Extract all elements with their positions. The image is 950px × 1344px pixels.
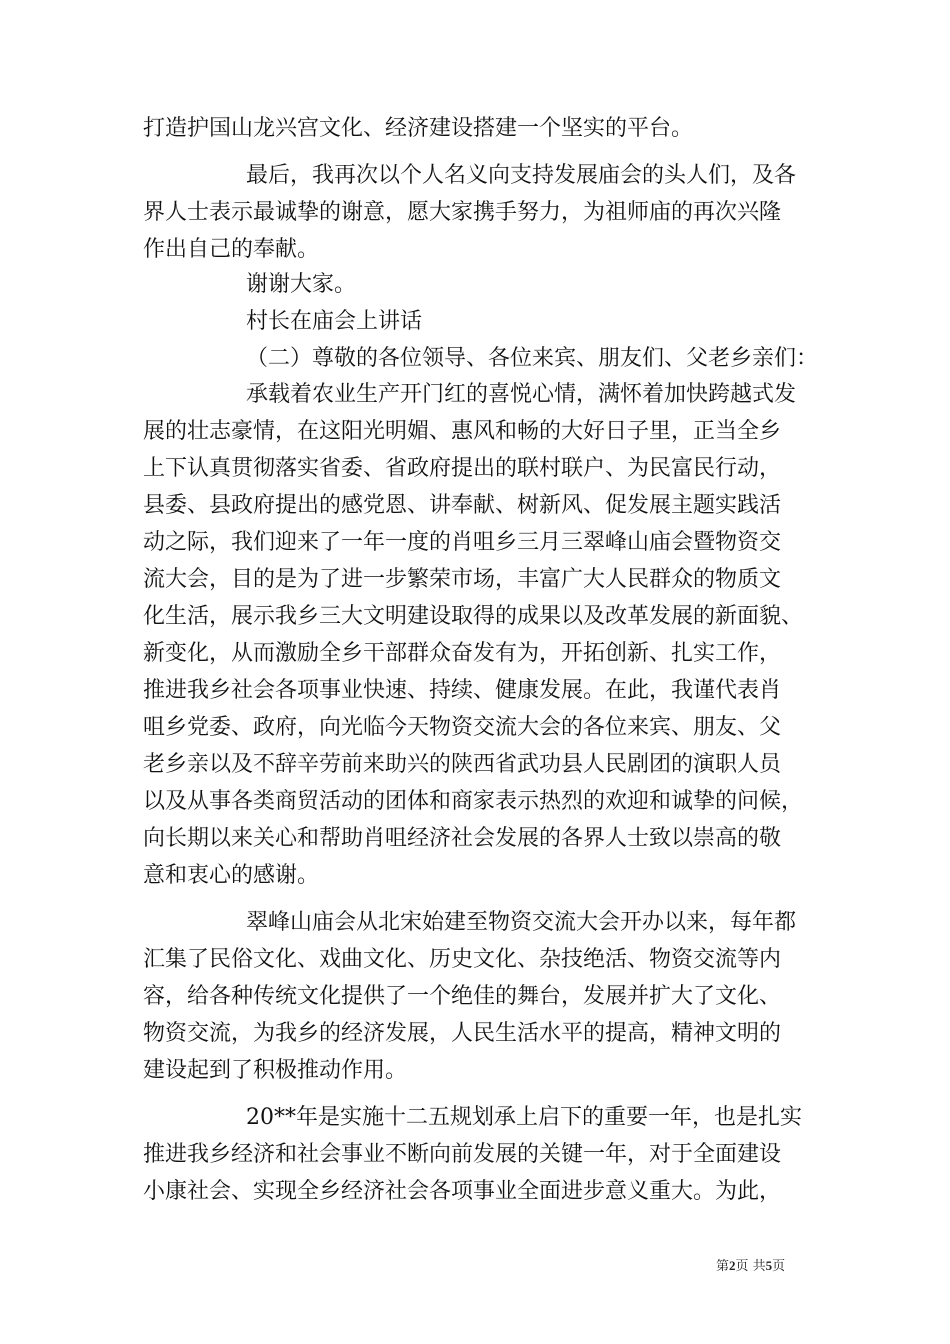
text-line: 化生活，展示我乡三大文明建设取得的成果以及改革发展的新面貌、 <box>143 604 804 629</box>
page-number-footer <box>716 1257 785 1276</box>
text-line: 老乡亲以及不辞辛劳前来助兴的陕西省武功县人民剧团的演职人员 <box>143 752 782 777</box>
total-pages-number: 5 <box>765 1258 773 1273</box>
text-line: 推进我乡经济和社会事业不断向前发展的关键一年，对于全面建设 <box>143 1142 782 1167</box>
text-line: 打造护国山龙兴宫文化、经济建设搭建一个坚实的平台。 <box>143 116 694 141</box>
text-line: 咀乡党委、政府，向光临今天物资交流大会的各位来宾、朋友、父 <box>143 715 782 740</box>
salutation-line: （二）尊敬的各位领导、各位来宾、朋友们、父老乡亲们： <box>246 346 819 371</box>
text-line: 小康社会、实现全乡经济社会各项事业全面进步意义重大。为此， <box>143 1179 782 1204</box>
text-line: 容，给各种传统文化提供了一个绝佳的舞台，发展并扩大了文化、 <box>143 984 782 1009</box>
text-line: 新变化，从而激励全乡干部群众奋发有为，开拓创新、扎实工作， <box>143 641 782 666</box>
text-line: 动之际，我们迎来了一年一度的肖咀乡三月三翠峰山庙会暨物资交 <box>143 530 782 555</box>
text-line: 上下认真贯彻落实省委、省政府提出的联村联户、为民富民行动， <box>143 456 782 481</box>
paragraph-first-line: 最后，我再次以个人名义向支持发展庙会的头人们，及各 <box>246 163 797 188</box>
paragraph-first-line: 20**年是实施十二五规划承上启下的重要一年，也是扎实 <box>246 1105 802 1130</box>
text-line: 汇集了民俗文化、戏曲文化、历史文化、杂技绝活、物资交流等内 <box>143 947 782 972</box>
current-page-number: 2 <box>729 1258 736 1273</box>
text-line: 向长期以来关心和帮助肖咀经济社会发展的各界人士致以崇高的敬 <box>143 826 782 851</box>
text-line: 县委、县政府提出的感党恩、讲奉献、树新风、促发展主题实践活 <box>143 493 782 518</box>
paragraph-first-line: 翠峰山庙会从北宋始建至物资交流大会开办以来，每年都 <box>246 910 797 935</box>
text-line: 展的壮志豪情，在这阳光明媚、惠风和畅的大好日子里，正当全乡 <box>143 419 782 444</box>
text-line: 推进我乡社会各项事业快速、持续、健康发展。在此，我谨代表肖 <box>143 678 782 703</box>
text-line: 以及从事各类商贸活动的团体和商家表示热烈的欢迎和诚挚的问候， <box>143 789 804 814</box>
speech-title: 村长在庙会上讲话 <box>246 309 423 334</box>
paragraph-first-line: 承载着农业生产开门红的喜悦心情，满怀着加快跨越式发 <box>246 382 797 407</box>
paragraph-first-line: 谢谢大家。 <box>246 272 357 297</box>
text-line: 建设起到了积极推动作用。 <box>143 1058 408 1083</box>
text-line: 界人士表示最诚挚的谢意，愿大家携手努力，为祖师庙的再次兴隆 <box>143 200 782 225</box>
footer-prefix: 第 <box>716 1259 730 1274</box>
text-line: 流大会，目的是为了进一步繁荣市场，丰富广大人民群众的物质文 <box>143 567 782 592</box>
text-line: 意和衷心的感谢。 <box>143 863 320 888</box>
text-line: 物资交流，为我乡的经济发展，人民生活水平的提高，精神文明的 <box>143 1021 782 1046</box>
footer-middle: 页 共 <box>735 1259 766 1274</box>
text-line: 作出自己的奉献。 <box>143 237 320 262</box>
footer-suffix: 页 <box>772 1259 786 1274</box>
